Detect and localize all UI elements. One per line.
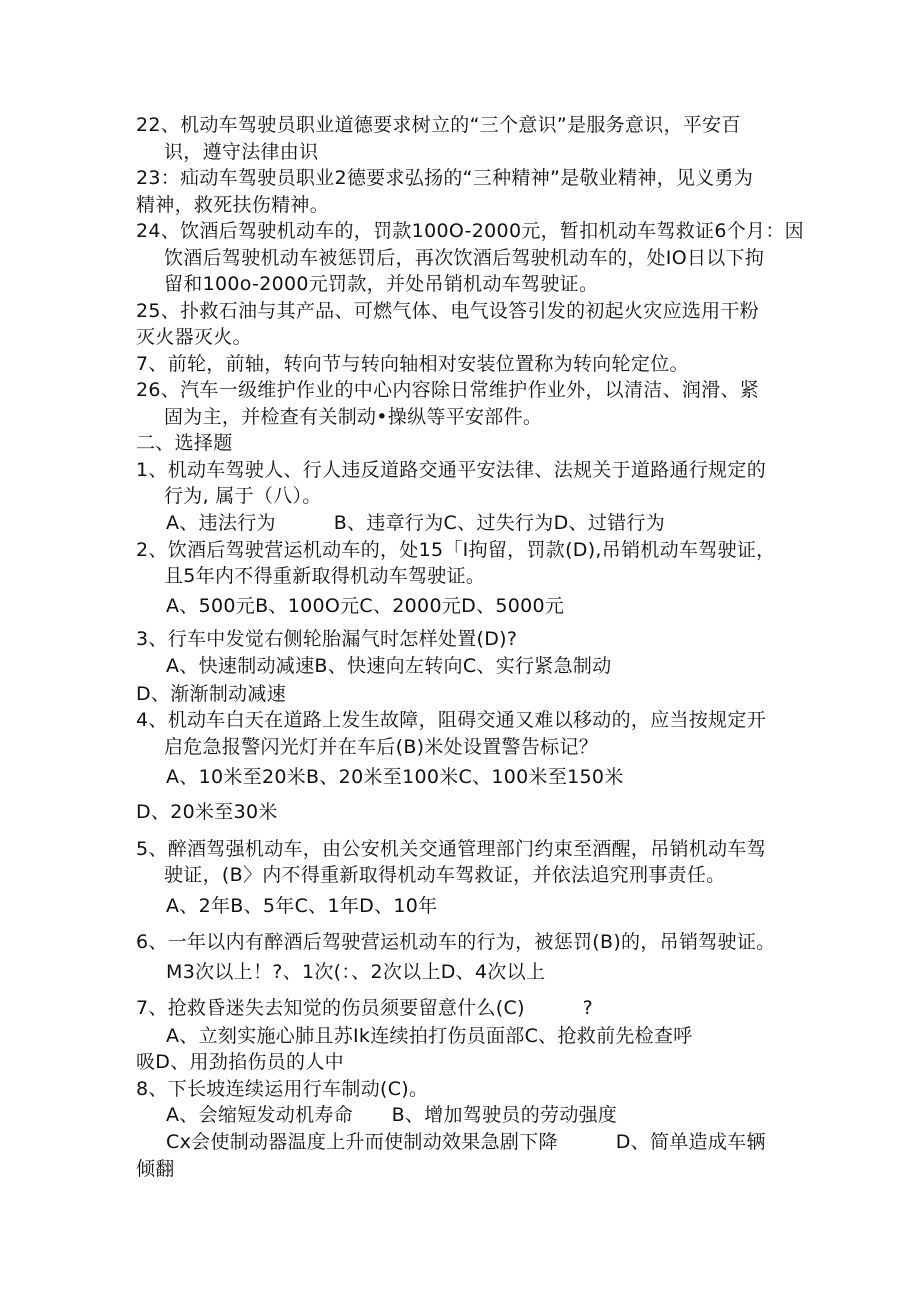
text-line: 4、机动车白天在道路上发生故障，阻碍交通又难以移动的，应当按规定开: [136, 709, 766, 731]
answer-options: 吸D、用劲掐伤员的人中: [136, 1051, 344, 1073]
text-line: 固为主，并检查有关制动•操纵等平安部件。: [164, 406, 543, 428]
answer-options: Cx会使制动器温度上升而使制动效果急剧下降 D、简单造成车辆: [166, 1131, 766, 1153]
text-line: 23：疝动车驾驶员职业2德要求弘扬的“三种精神”是敬业精神，见义勇为: [136, 167, 754, 189]
answer-options: D、渐渐制动减速: [136, 683, 287, 705]
text-line: 留和100o-2000元罚款，并处吊销机动车驾驶证。: [164, 273, 599, 295]
text-line: 启危急报警闪光灯并在车后(B)米处设置警告标记？: [164, 736, 599, 758]
text-line: 25、扑救石油与其产品、可燃气体、电气设答引发的初起火灾应选用干粉: [136, 300, 760, 322]
text-line: 1、机动车驾驶人、行人违反道路交通平安法律、法规关于道路通行规定的: [136, 459, 766, 481]
text-line: 灭火器灭火。: [136, 326, 252, 348]
text-line: 3、行车中发觉右侧轮胎漏气时怎样处置(D)?: [136, 628, 518, 650]
text-line: 5、醉酒驾强机动车，由公安机关交通管理部门约束至酒醒，吊销机动车驾: [136, 838, 766, 860]
text-line: 行为, 属于（八）。: [164, 485, 322, 507]
answer-options: A、立刻实施心肺且苏Ik连续拍打伤员面部C、抢救前先检查呼: [166, 1025, 693, 1047]
text-line: 24、饮酒后驾驶机动车的，罚款100O-2000元，暂扣机动车驾救证6个月：因: [136, 220, 804, 242]
text-line: 且5年内不得重新取得机动车驾驶证。: [164, 565, 486, 587]
answer-options: A、违法行为 B、违章行为C、过失行为D、过错行为: [166, 512, 666, 534]
text-line: 饮酒后驾驶机动车被惩罚后，再次饮酒后驾驶机动车的，处IO日以下拘: [164, 247, 765, 269]
answer-options: D、20米至30米: [136, 801, 278, 823]
text-line: 精神，救死扶伤精神。: [136, 194, 330, 216]
answer-options: A、会缩短发动机寿命 B、增加驾驶员的劳动强度: [166, 1104, 618, 1126]
answer-options: A、快速制动减速B、快速向左转向C、实行紧急制动: [166, 655, 612, 677]
answer-options: A、500元B、100O元C、2000元D、5000元: [166, 595, 565, 617]
answer-options: A、2年B、5年C、1年D、10年: [166, 895, 438, 917]
text-line: 7、抢救昏迷失去知觉的伤员须要留意什么(C) ?: [136, 997, 594, 1019]
text-line: 识，遵守法律由识: [164, 141, 319, 163]
answer-options: M3次以上！?、1次(：、2次以上D、4次以上: [166, 961, 546, 983]
text-line: 22、机动车驾驶员职业道德要求树立的“三个意识”是服务意识，平安百: [136, 114, 741, 136]
text-line: 驶证，(B〉内不得重新取得机动车驾救证，并依法追究刑事责任。: [164, 864, 726, 886]
text-line: 6、一年以内有醉酒后驾驶营运机动车的行为，被惩罚(B)的，吊销驾驶证。: [136, 931, 776, 953]
section-heading: 二、选择题: [136, 432, 233, 454]
text-line: 26、汽车一级维护作业的中心内容除日常维护作业外，以清洁、润滑、紧: [136, 379, 760, 401]
text-line: 7、前轮，前轴，转向节与转向轴相对安装位置称为转向轮定位。: [136, 353, 689, 375]
text-line: 2、饮酒后驾驶营运机动车的，处15「I拘留，罚款(D),吊销机动车驾驶证，: [136, 539, 776, 561]
answer-options: 倾翻: [136, 1158, 175, 1180]
text-line: 8、下长坡连续运用行车制动(C)。: [136, 1078, 429, 1100]
answer-options: A、10米至20米B、20米至100米C、100米至150米: [166, 766, 624, 788]
